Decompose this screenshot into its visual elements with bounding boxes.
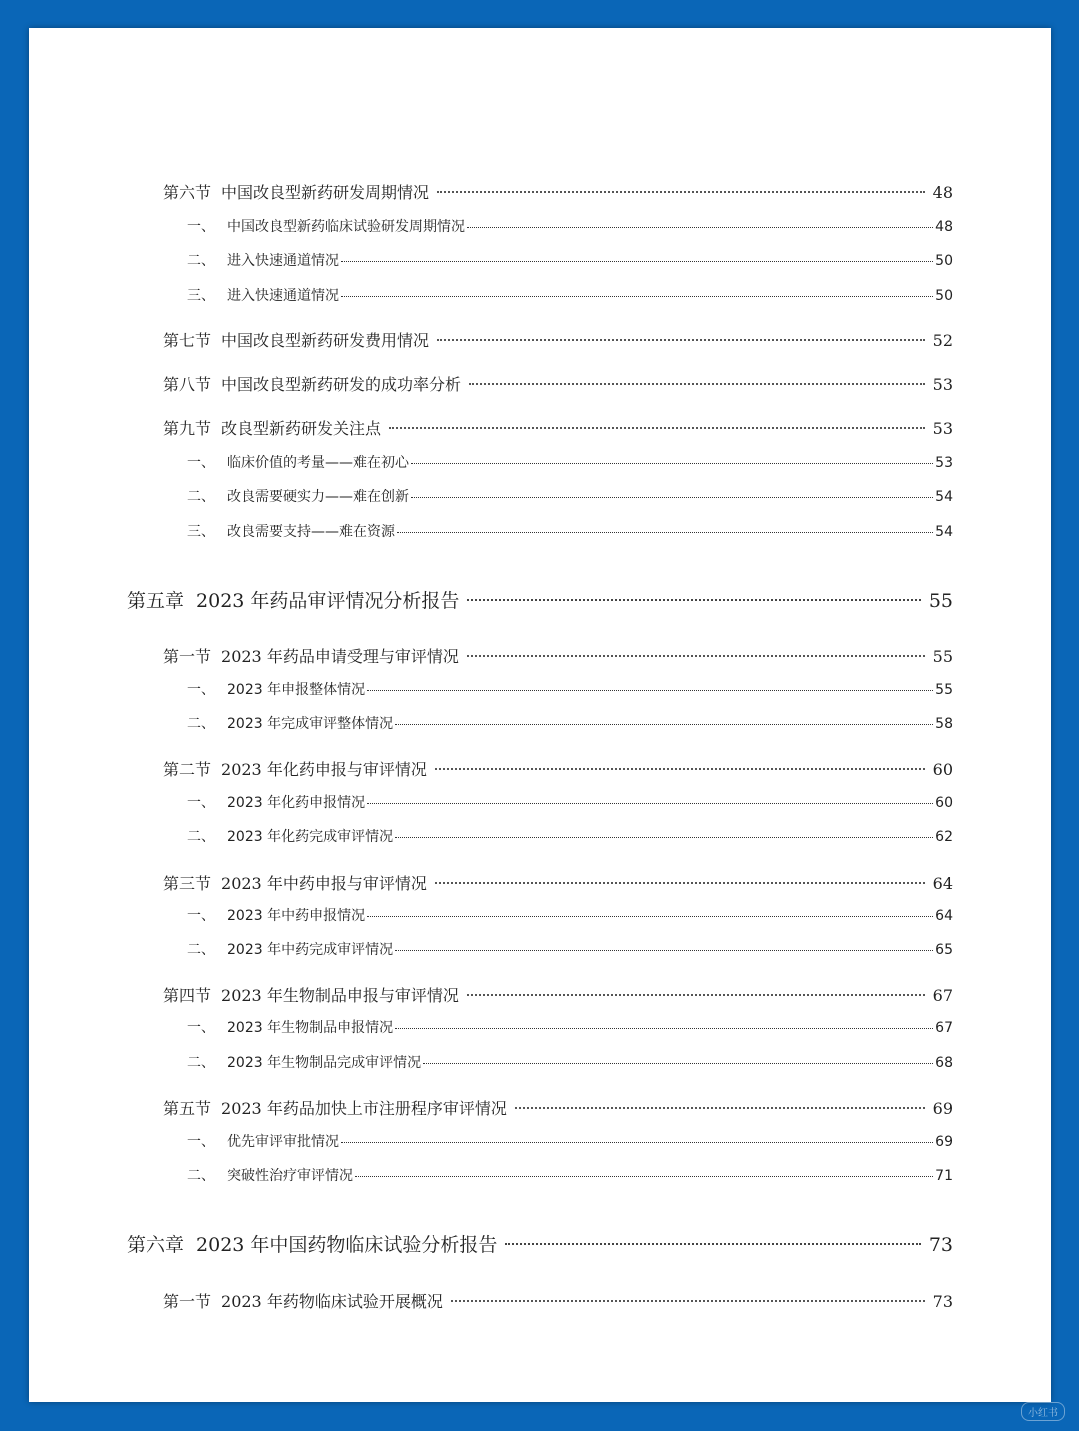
toc-entry-page-number: 73 xyxy=(932,1292,953,1311)
toc-sub-entry[interactable] xyxy=(187,216,953,236)
toc-entry-title: 2023 年药物临床试验开展概况 xyxy=(221,1292,443,1311)
toc-entry-page-number: 52 xyxy=(932,331,953,350)
dot-leader xyxy=(411,497,933,498)
toc-entry-title: 进入快速通道情况 xyxy=(227,253,339,269)
toc-entry-label: 第二节 xyxy=(163,760,212,779)
dot-leader xyxy=(411,463,933,464)
toc-entry-number: 二、 xyxy=(187,1168,215,1184)
toc-sub-entry[interactable] xyxy=(187,486,953,506)
toc-entry-title: 中国改良型新药研发的成功率分析 xyxy=(221,375,462,394)
toc-entry-title: 进入快速通道情况 xyxy=(227,288,339,304)
toc-entry-title: 2023 年药品加快上市注册程序审评情况 xyxy=(221,1099,507,1118)
toc-entry-number: 二、 xyxy=(187,829,215,845)
toc-entry-number: 二、 xyxy=(187,253,215,269)
dot-leader xyxy=(435,882,925,884)
toc-entry-number: 二、 xyxy=(187,1055,215,1071)
toc-entry-number: 一、 xyxy=(187,682,215,698)
dot-leader xyxy=(367,803,933,804)
toc-entry-page-number: 60 xyxy=(935,795,953,811)
toc-entry-page-number: 73 xyxy=(928,1234,953,1256)
toc-sub-entry[interactable] xyxy=(187,285,953,305)
toc-sub-entry[interactable] xyxy=(187,1052,953,1072)
toc-entry-title: 改良型新药研发关注点 xyxy=(221,419,382,438)
dot-leader xyxy=(451,1300,925,1302)
toc-sub-entry[interactable] xyxy=(187,939,953,959)
toc-entry-title: 2023 年化药申报与审评情况 xyxy=(221,760,427,779)
toc-sub-entry[interactable] xyxy=(187,1131,953,1151)
dot-leader xyxy=(395,724,933,725)
toc-entry-number: 一、 xyxy=(187,1134,215,1150)
toc-section-entry[interactable] xyxy=(163,644,953,667)
toc-sub-entry[interactable] xyxy=(187,679,953,699)
toc-entry-title: 2023 年中药完成审评情况 xyxy=(227,942,394,958)
toc-entry-page-number: 58 xyxy=(935,716,953,732)
dot-leader xyxy=(505,1243,920,1245)
dot-leader xyxy=(355,1176,933,1177)
toc-entry-page-number: 50 xyxy=(935,253,953,269)
toc-section-entry[interactable] xyxy=(163,180,953,203)
toc-entry-label: 第三节 xyxy=(163,874,212,893)
toc-entry-label: 第六节 xyxy=(163,183,212,202)
toc-entry-label: 第五节 xyxy=(163,1099,212,1118)
toc-entry-label: 第五章 xyxy=(127,590,185,612)
dot-leader xyxy=(397,532,933,533)
toc-entry-number: 一、 xyxy=(187,219,215,235)
toc-sub-entry[interactable] xyxy=(187,1017,953,1037)
toc-sub-entry[interactable] xyxy=(187,250,953,270)
dot-leader xyxy=(395,837,933,838)
toc-entry-page-number: 55 xyxy=(935,682,953,698)
toc-entry-title: 中国改良型新药研发周期情况 xyxy=(221,183,430,202)
toc-entry-title: 2023 年中药申报情况 xyxy=(227,908,366,924)
toc-entry-title: 2023 年化药完成审评情况 xyxy=(227,829,394,845)
toc-entry-title: 2023 年药品审评情况分析报告 xyxy=(196,590,460,612)
toc-entry-label: 第九节 xyxy=(163,419,212,438)
dot-leader xyxy=(435,768,925,770)
dot-leader xyxy=(467,599,920,601)
toc-entry-title: 临床价值的考量——难在初心 xyxy=(227,455,409,471)
toc-sub-entry[interactable] xyxy=(187,826,953,846)
table-of-contents xyxy=(29,28,1051,1402)
toc-entry-title: 中国改良型新药临床试验研发周期情况 xyxy=(227,219,465,235)
toc-sub-entry[interactable] xyxy=(187,452,953,472)
dot-leader xyxy=(467,994,925,996)
watermark: 小红书 xyxy=(1021,1402,1065,1421)
toc-chapter-entry[interactable] xyxy=(127,586,953,613)
toc-entry-number: 三、 xyxy=(187,524,215,540)
toc-section-entry[interactable] xyxy=(163,372,953,395)
toc-entry-title: 2023 年中国药物临床试验分析报告 xyxy=(196,1234,498,1256)
toc-sub-entry[interactable] xyxy=(187,1165,953,1185)
dot-leader xyxy=(467,227,933,228)
dot-leader xyxy=(515,1107,925,1109)
toc-entry-title: 2023 年药品申请受理与审评情况 xyxy=(221,647,459,666)
dot-leader xyxy=(437,339,925,341)
toc-entry-page-number: 54 xyxy=(935,489,953,505)
toc-section-entry[interactable] xyxy=(163,871,953,894)
toc-entry-page-number: 53 xyxy=(935,455,953,471)
toc-entry-page-number: 64 xyxy=(935,908,953,924)
toc-entry-page-number: 55 xyxy=(932,647,953,666)
toc-entry-page-number: 69 xyxy=(932,1099,953,1118)
toc-entry-page-number: 48 xyxy=(932,183,953,202)
toc-entry-title: 突破性治疗审评情况 xyxy=(227,1168,353,1184)
toc-entry-page-number: 60 xyxy=(932,760,953,779)
toc-sub-entry[interactable] xyxy=(187,905,953,925)
toc-entry-number: 二、 xyxy=(187,716,215,732)
toc-entry-title: 中国改良型新药研发费用情况 xyxy=(221,331,430,350)
toc-entry-page-number: 54 xyxy=(935,524,953,540)
toc-chapter-entry[interactable] xyxy=(127,1230,953,1257)
toc-entry-title: 2023 年化药申报情况 xyxy=(227,795,366,811)
toc-entry-page-number: 67 xyxy=(935,1020,953,1036)
toc-sub-entry[interactable] xyxy=(187,713,953,733)
toc-entry-title: 2023 年生物制品完成审评情况 xyxy=(227,1055,422,1071)
toc-entry-label: 第八节 xyxy=(163,375,212,394)
toc-entry-label: 第四节 xyxy=(163,986,212,1005)
toc-entry-number: 一、 xyxy=(187,908,215,924)
document-page xyxy=(29,28,1051,1402)
toc-entry-label: 第一节 xyxy=(163,647,212,666)
dot-leader xyxy=(389,427,925,429)
toc-entry-number: 一、 xyxy=(187,455,215,471)
toc-entry-number: 三、 xyxy=(187,288,215,304)
toc-entry-title: 2023 年生物制品申报与审评情况 xyxy=(221,986,459,1005)
toc-entry-page-number: 53 xyxy=(932,419,953,438)
dot-leader xyxy=(367,690,933,691)
toc-entry-title: 2023 年中药申报与审评情况 xyxy=(221,874,427,893)
dot-leader xyxy=(341,1142,933,1143)
toc-entry-label: 第一节 xyxy=(163,1292,212,1311)
toc-entry-page-number: 67 xyxy=(932,986,953,1005)
toc-entry-number: 二、 xyxy=(187,942,215,958)
toc-entry-page-number: 50 xyxy=(935,288,953,304)
toc-entry-label: 第六章 xyxy=(127,1234,185,1256)
toc-section-entry[interactable] xyxy=(163,757,953,780)
dot-leader xyxy=(467,655,925,657)
toc-entry-page-number: 65 xyxy=(935,942,953,958)
toc-entry-title: 2023 年生物制品申报情况 xyxy=(227,1020,394,1036)
toc-section-entry[interactable] xyxy=(163,1289,953,1312)
toc-entry-page-number: 62 xyxy=(935,829,953,845)
toc-entry-page-number: 53 xyxy=(932,375,953,394)
toc-entry-page-number: 55 xyxy=(928,590,953,612)
dot-leader xyxy=(341,261,933,262)
toc-entry-page-number: 71 xyxy=(935,1168,953,1184)
toc-entry-title: 优先审评审批情况 xyxy=(227,1134,339,1150)
toc-entry-number: 一、 xyxy=(187,795,215,811)
dot-leader xyxy=(469,383,925,385)
toc-sub-entry[interactable] xyxy=(187,521,953,541)
toc-entry-page-number: 48 xyxy=(935,219,953,235)
toc-sub-entry[interactable] xyxy=(187,792,953,812)
toc-entry-page-number: 64 xyxy=(932,874,953,893)
dot-leader xyxy=(437,191,925,193)
dot-leader xyxy=(395,950,933,951)
dot-leader xyxy=(341,296,933,297)
toc-entry-page-number: 69 xyxy=(935,1134,953,1150)
dot-leader xyxy=(367,916,933,917)
toc-entry-number: 二、 xyxy=(187,489,215,505)
toc-entry-number: 一、 xyxy=(187,1020,215,1036)
toc-section-entry[interactable] xyxy=(163,416,953,439)
toc-entry-title: 2023 年完成审评整体情况 xyxy=(227,716,394,732)
toc-section-entry[interactable] xyxy=(163,1096,953,1119)
toc-entry-title: 改良需要支持——难在资源 xyxy=(227,524,395,540)
toc-entry-label: 第七节 xyxy=(163,331,212,350)
dot-leader xyxy=(423,1063,933,1064)
toc-entry-title: 改良需要硬实力——难在创新 xyxy=(227,489,409,505)
dot-leader xyxy=(395,1028,933,1029)
toc-entry-page-number: 68 xyxy=(935,1055,953,1071)
toc-section-entry[interactable] xyxy=(163,983,953,1006)
toc-entry-title: 2023 年申报整体情况 xyxy=(227,682,366,698)
toc-section-entry[interactable] xyxy=(163,328,953,351)
